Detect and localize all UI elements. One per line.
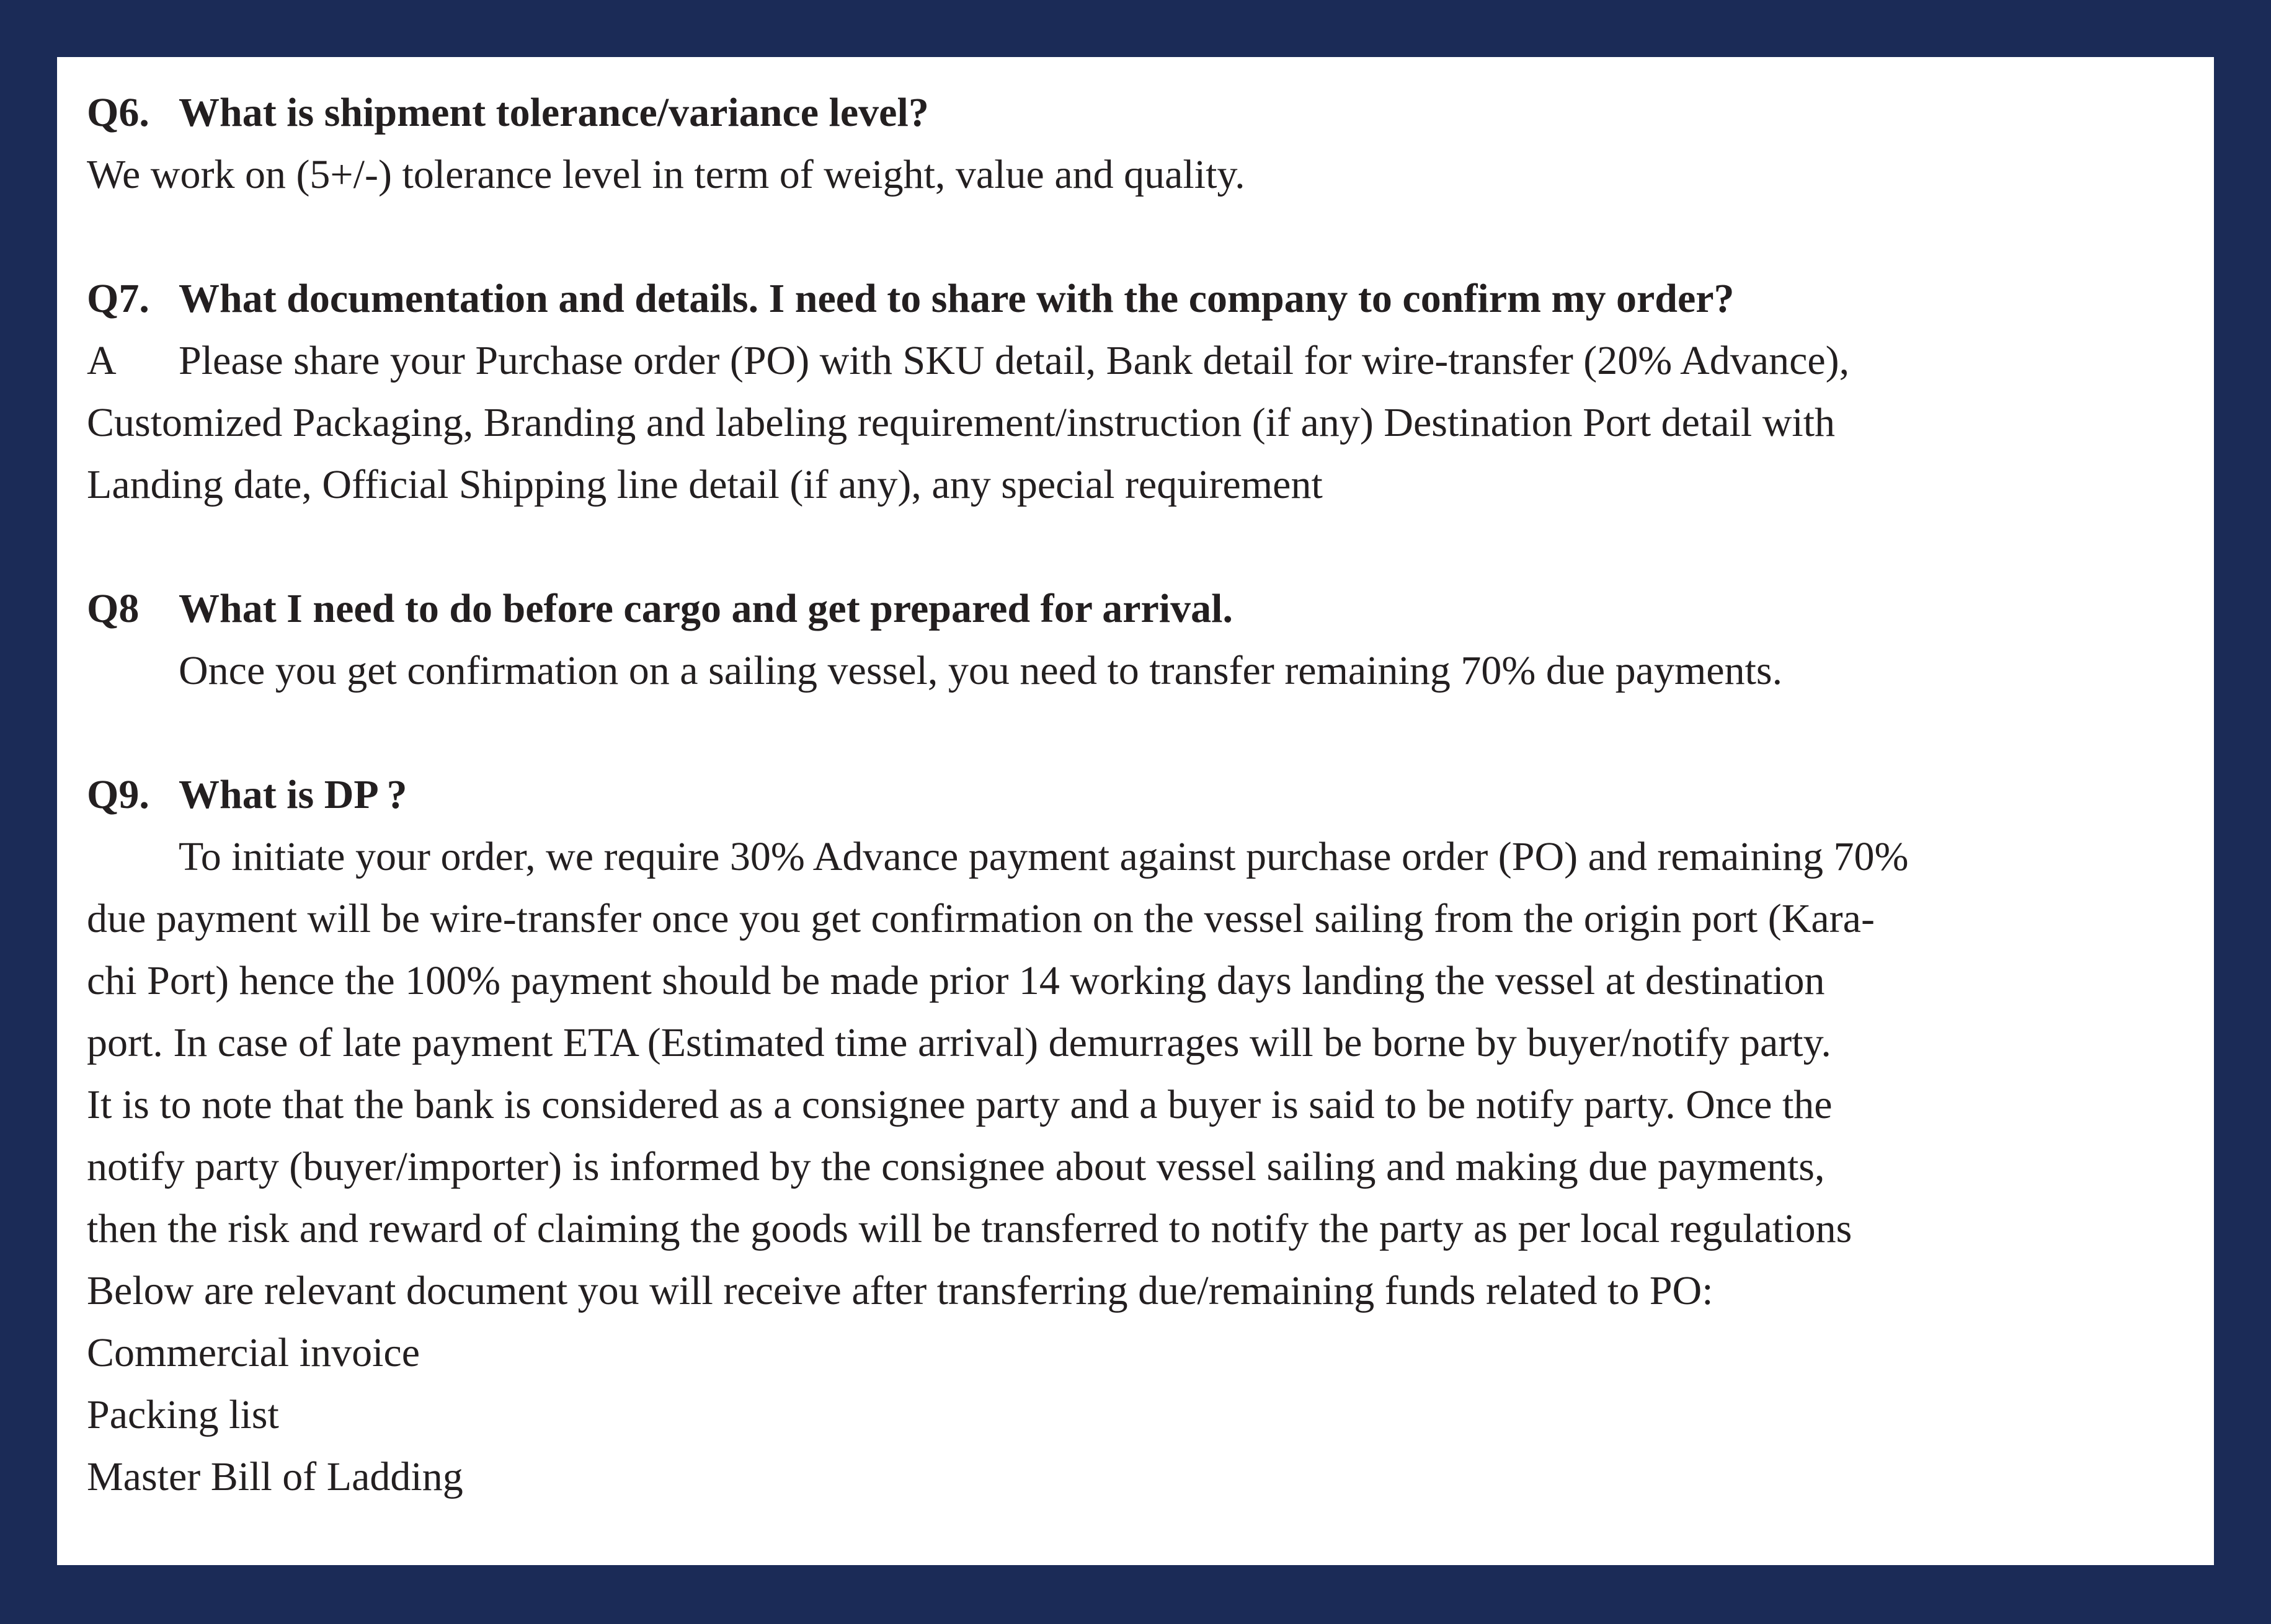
faq-content: [87, 82, 2195, 1508]
question-number: Q7.: [87, 276, 149, 321]
question-number: Q6.: [87, 90, 149, 135]
answer-line: notify party (buyer/importer) is informed by the consignee about vessel sailing and making due payments,: [87, 1144, 1825, 1189]
question-q6: [87, 82, 2195, 144]
spacer: [87, 206, 2195, 268]
question-q8: [87, 578, 2195, 640]
document-item: Packing list: [87, 1392, 279, 1437]
question-number: Q9.: [87, 772, 149, 817]
answer-line: port. In case of late payment ETA (Estimated time arrival) demurrages will be borne by buyer/notify party.: [87, 1020, 1831, 1065]
answer-line: due payment will be wire-transfer once you get confirmation on the vessel sailing from the origin port (Kara-: [87, 896, 1875, 941]
answer-marker: A: [87, 338, 117, 383]
spacer: [87, 702, 2195, 764]
question-text: What is DP ?: [179, 772, 407, 817]
answer-line: [87, 330, 2195, 392]
answer-line: We work on (5+/-) tolerance level in term of weight, value and quality.: [87, 152, 1245, 197]
document-item: Master Bill of Ladding: [87, 1454, 463, 1499]
document-item: Commercial invoice: [87, 1330, 420, 1375]
question-text: What I need to do before cargo and get prepared for arrival.: [179, 586, 1233, 631]
answer-line: Once you get confirmation on a sailing vessel, you need to transfer remaining 70% due payments.: [179, 648, 1783, 693]
answer-line: then the risk and reward of claiming the goods will be transferred to notify the party as per local regulations: [87, 1206, 1852, 1251]
question-q7: [87, 268, 2195, 330]
answer-line: It is to note that the bank is considered as a consignee party and a buyer is said to be notify party. Once the: [87, 1082, 1833, 1127]
answer-line: Landing date, Official Shipping line detail (if any), any special requirement: [87, 462, 1323, 507]
question-text: What documentation and details. I need to share with the company to confirm my order?: [179, 276, 1735, 321]
faq-panel: [57, 57, 2214, 1565]
answer-line: Customized Packaging, Branding and labeling requirement/instruction (if any) Destination Port detail with: [87, 400, 1836, 445]
spacer: [87, 516, 2195, 578]
answer-text: Please share your Purchase order (PO) with SKU detail, Bank detail for wire-transfer (20% Advance),: [179, 338, 1850, 383]
question-q9: [87, 764, 2195, 826]
answer-line: chi Port) hence the 100% payment should be made prior 14 working days landing the vessel at destination: [87, 958, 1825, 1003]
answer-line: To initiate your order, we require 30% Advance payment against purchase order (PO) and remaining 70%: [179, 834, 1909, 879]
answer-line: Below are relevant document you will receive after transferring due/remaining funds related to PO:: [87, 1268, 1713, 1313]
question-text: What is shipment tolerance/variance level?: [179, 90, 929, 135]
question-number: Q8: [87, 586, 140, 631]
